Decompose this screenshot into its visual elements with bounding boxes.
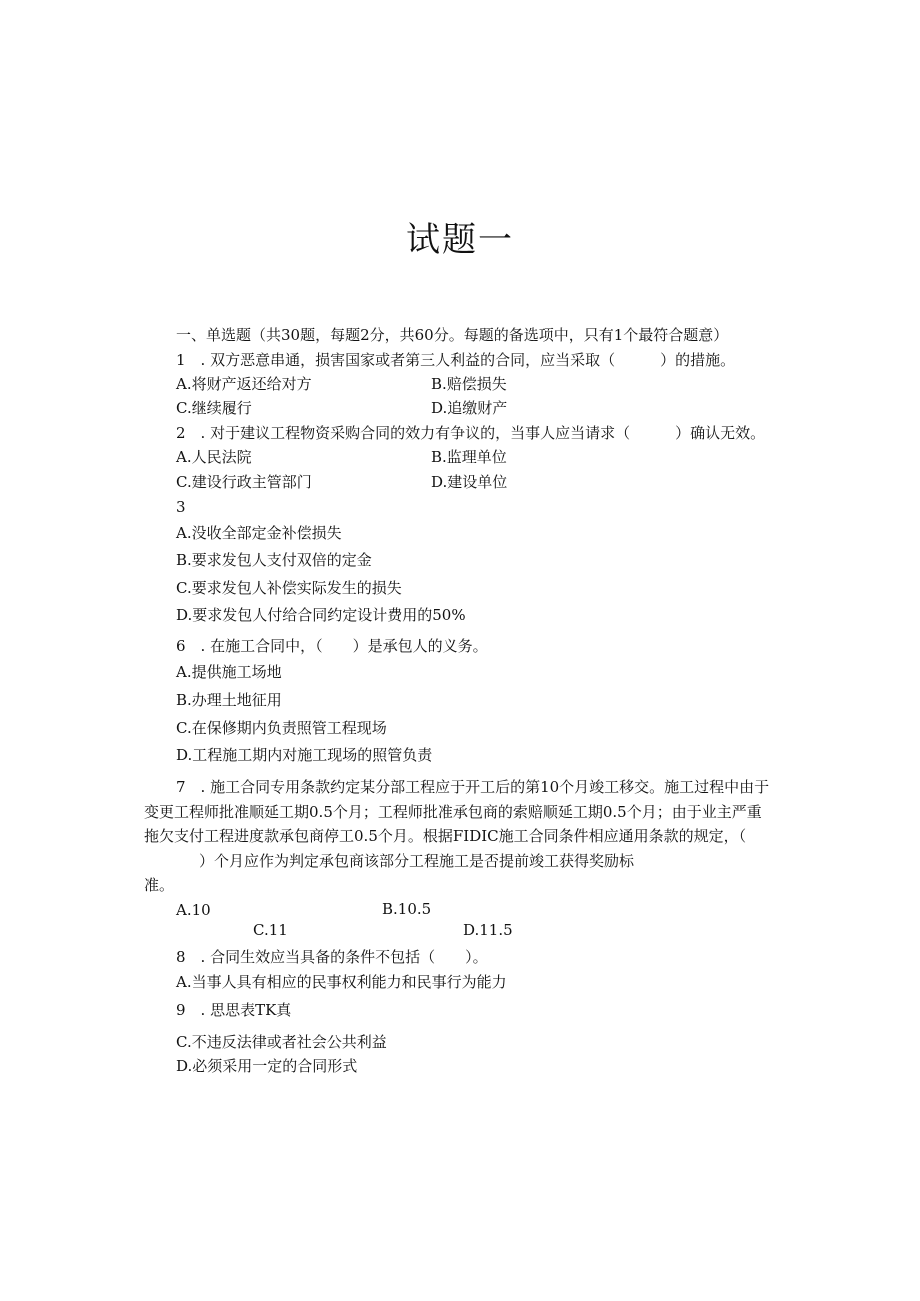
question-7-option-b: B.10.5: [382, 900, 432, 918]
question-1-option-c: C.继续履行: [176, 399, 252, 417]
question-7-line-1: 7 . 施工合同专用条款约定某分部工程应于开工后的第10个月竣工移交。施工过程中由于: [176, 778, 770, 796]
question-7-line-5: 准。: [144, 876, 175, 894]
question-3-option-c: C.要求发包人补偿实际发生的损失: [176, 579, 402, 597]
question-9-option-c: C.不违反法律或者社会公共利益: [176, 1033, 387, 1051]
question-7-line-3: 拖欠支付工程进度款承包商停工0.5个月。根据FIDIC施工合同条件相应通用条款的规定，（: [144, 827, 747, 845]
question-3-option-b: B.要求发包人支付双倍的定金: [176, 551, 372, 569]
question-9-option-d: D.必须采用一定的合同形式: [176, 1057, 358, 1075]
question-6-option-a: A.提供施工场地: [176, 663, 282, 681]
question-6-stem: 6 . 在施工合同中，（ ）是承包人的义务。: [176, 637, 488, 655]
question-2-option-d: D.建设单位: [431, 473, 508, 491]
question-2-stem: 2 . 对于建议工程物资采购合同的效力有争议的，当事人应当请求（ ）确认无效。: [176, 424, 766, 442]
question-8-stem: 8 . 合同生效应当具备的条件不包括（ ）。: [176, 948, 488, 966]
question-2-option-a: A.人民法院: [176, 448, 252, 466]
question-6-option-c: C.在保修期内负责照管工程现场: [176, 719, 387, 737]
question-2-option-c: C.建设行政主管部门: [176, 473, 312, 491]
question-7-line-2: 变更工程师批准顺延工期0.5个月；工程师批准承包商的索赔顺延工期0.5个月；由于业主严重: [144, 803, 762, 821]
question-7-option-a: A.10: [176, 901, 211, 919]
question-6-option-d: D.工程施工期内对施工现场的照管负责: [176, 746, 433, 764]
section-header: 一、单选题（共30题，每题2分，共60分。每题的备选项中，只有1个最符合题意）: [176, 326, 729, 344]
question-3-option-d: D.要求发包人付给合同约定设计费用的50%: [176, 606, 466, 624]
question-1-stem: 1 . 双方恶意串通，损害国家或者第三人利益的合同，应当采取（ ）的措施。: [176, 351, 736, 369]
question-7-line-4: ）个月应作为判定承包商该部分工程施工是否提前竣工获得奖励标: [199, 852, 635, 870]
question-1-option-d: D.追缴财产: [431, 399, 508, 417]
question-7-option-d: D.11.5: [463, 921, 513, 939]
question-1-option-b: B.赔偿损失: [431, 375, 507, 393]
question-8-option-a: A.当事人具有相应的民事权利能力和民事行为能力: [176, 973, 507, 991]
question-1-option-a: A.将财产返还给对方: [176, 375, 312, 393]
question-7-option-c: C.11: [253, 921, 288, 939]
question-9-stem: 9 . 思思表TK真: [176, 1001, 292, 1019]
question-2-option-b: B.监理单位: [431, 448, 507, 466]
document-title: 试题一: [406, 220, 514, 260]
question-6-option-b: B.办理土地征用: [176, 691, 282, 709]
question-3-stem: 3: [176, 498, 186, 516]
question-3-option-a: A.没收全部定金补偿损失: [176, 524, 342, 542]
